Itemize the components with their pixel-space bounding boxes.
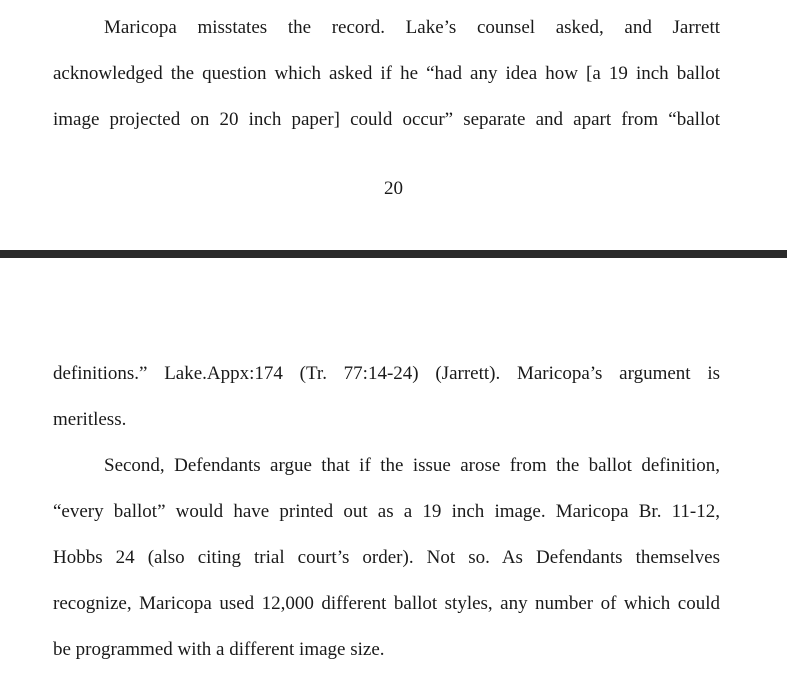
paragraph-line: “every ballot” would have printed out as a 19 inch image. Maricopa Br. 11-12, [53,501,720,522]
page-break-divider [0,250,787,258]
paragraph-line: Hobbs 24 (also citing trial court’s order). Not so. As Defendants themselves [53,547,720,568]
paragraph-line: acknowledged the question which asked if he “had any idea how [a 19 inch ballot [53,63,720,84]
paragraph-line: definitions.” Lake.Appx:174 (Tr. 77:14-24) (Jarrett). Maricopa’s argument is [53,363,720,384]
paragraph-line: recognize, Maricopa used 12,000 different ballot styles, any number of which could [53,593,720,614]
paragraph-line: image projected on 20 inch paper] could occur” separate and apart from “ballot [53,109,720,130]
paragraph-line: meritless. [53,409,127,430]
paragraph-line: be programmed with a different image size. [53,639,385,660]
document-page-bottom [0,258,787,676]
page-number: 20 [384,178,403,199]
paragraph-line: Second, Defendants argue that if the issue arose from the ballot definition, [104,455,720,476]
paragraph-line: Maricopa misstates the record. Lake’s counsel asked, and Jarrett [104,17,720,38]
document-page-top [0,0,787,250]
